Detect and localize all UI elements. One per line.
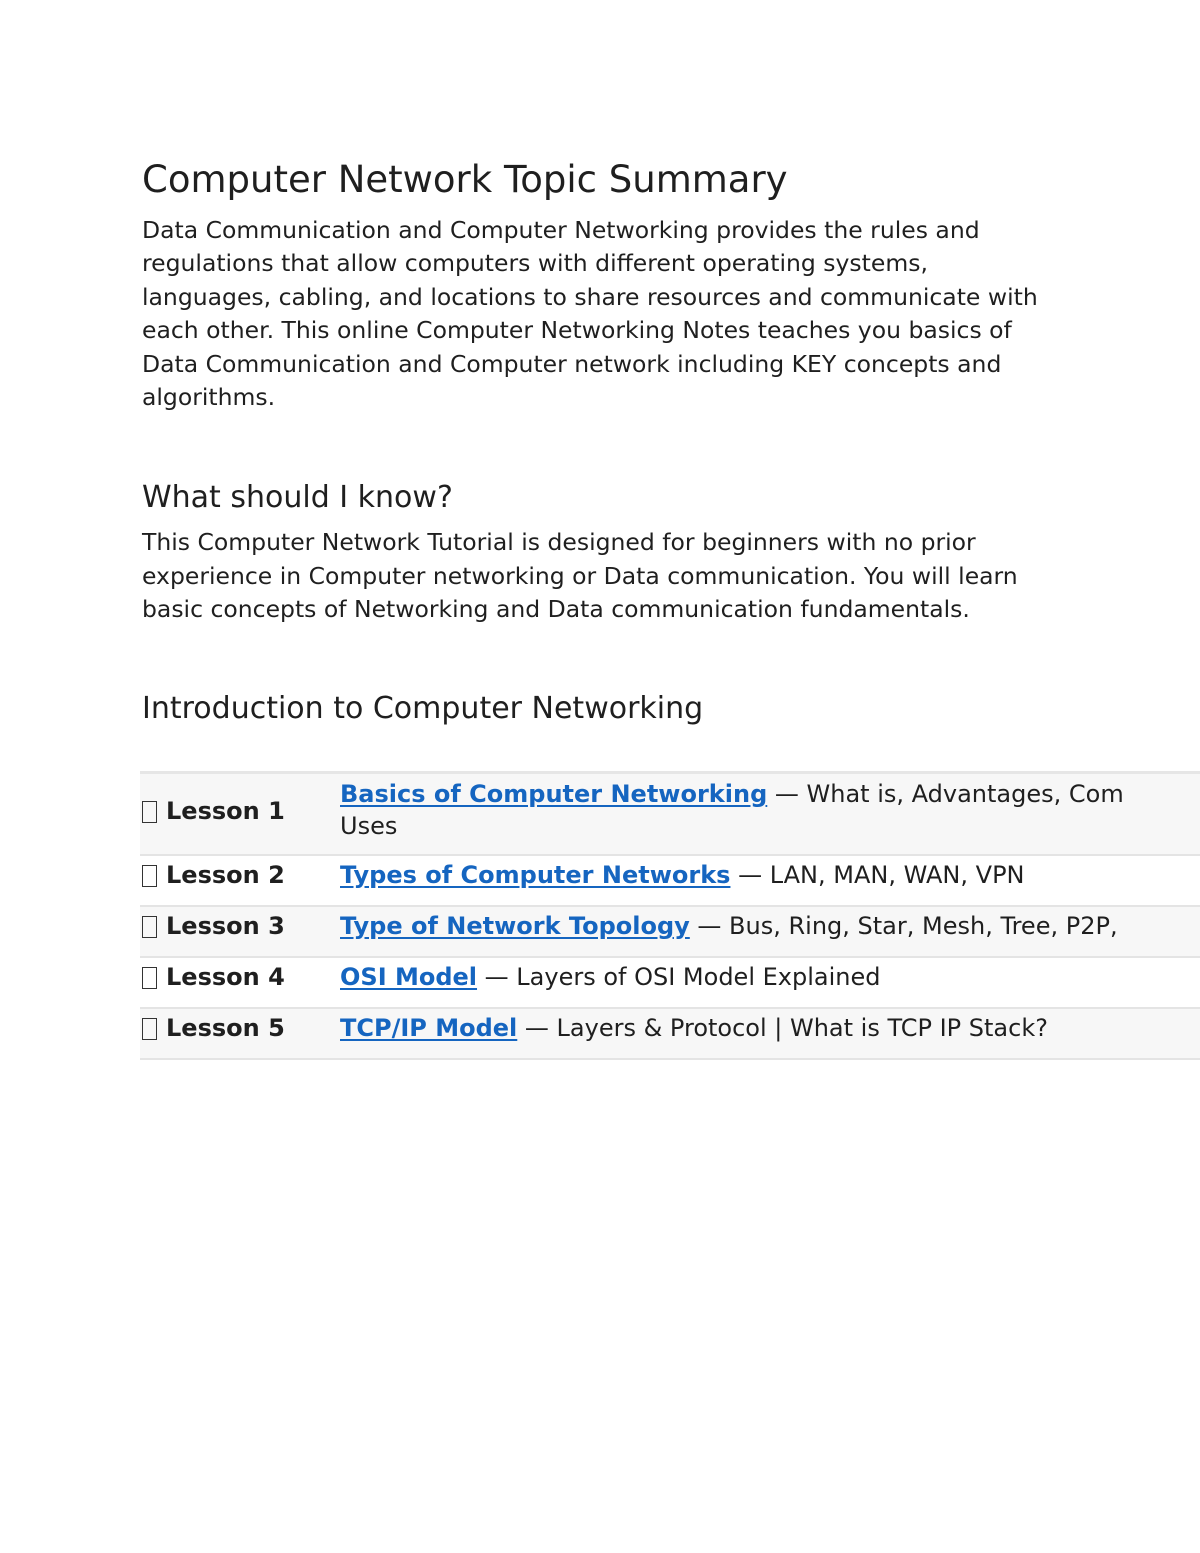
lesson-icon [142, 1018, 157, 1040]
lesson-description-line [340, 910, 1200, 942]
lesson-number-cell [140, 859, 340, 891]
lesson-number-cell [140, 1012, 340, 1044]
lesson-label: Lesson 4 [166, 963, 285, 991]
lesson-description-cell [340, 1012, 1200, 1044]
lesson-number-cell [140, 961, 340, 993]
lesson-description: — Layers of OSI Model Explained [477, 963, 881, 991]
lessons-table [140, 771, 1200, 1060]
lesson-number-cell [140, 778, 340, 827]
lesson-row-4 [140, 958, 1200, 1009]
lesson-row-5 [140, 1009, 1200, 1060]
lesson-description-line [340, 778, 1200, 810]
section-heading-what-should-i-know: What should I know? [142, 480, 453, 516]
lesson-description: — Layers & Protocol | What is TCP IP Stack? [517, 1014, 1048, 1042]
lesson-row-2 [140, 856, 1200, 907]
lesson-description: — LAN, MAN, WAN, VPN [730, 861, 1025, 889]
lesson-label: Lesson 2 [166, 861, 285, 889]
lesson-description-line [340, 961, 1200, 993]
lesson-number-cell [140, 910, 340, 942]
lesson-link-osi[interactable]: OSI Model [340, 963, 478, 991]
lesson-icon [142, 801, 157, 823]
lesson-icon [142, 967, 157, 989]
lesson-link-topology[interactable]: Type of Network Topology [340, 912, 690, 940]
lesson-description-cell [340, 778, 1200, 842]
lesson-description-line [340, 1012, 1200, 1044]
section-heading-introduction: Introduction to Computer Networking [142, 690, 704, 726]
lesson-description-cell [340, 859, 1200, 891]
lesson-description: — What is, Advantages, Com [767, 780, 1124, 808]
lesson-link-tcpip[interactable]: TCP/IP Model [340, 1014, 518, 1042]
lesson-link-types[interactable]: Types of Computer Networks [340, 861, 731, 889]
lesson-icon [142, 865, 157, 887]
lesson-description: — Bus, Ring, Star, Mesh, Tree, P2P, [689, 912, 1118, 940]
lesson-label: Lesson 1 [166, 797, 285, 825]
lesson-description-cell [340, 910, 1200, 942]
document-body [142, 150, 1200, 737]
lesson-label: Lesson 5 [166, 1014, 285, 1042]
lesson-row-3 [140, 907, 1200, 958]
lesson-description-line [340, 859, 1200, 891]
lesson-description-continuation: Uses [340, 812, 398, 840]
lesson-icon [142, 916, 157, 938]
section-paragraph-what-should-i-know: This Computer Network Tutorial is designed for beginners with no prior experience in Computer networking or Data communication. You will learn basic concepts of Networking and Data communication fundamentals. [142, 528, 1018, 624]
intro-paragraph: Data Communication and Computer Networking provides the rules and regulations that allow computers with different operating systems, languages, cabling, and locations to share resources and communicate with each other. This online Computer Networking Notes teaches you basics of Data Communication and Computer network including KEY concepts and algorithms. [142, 216, 1038, 412]
lesson-row-1 [140, 774, 1200, 856]
lesson-link-basics[interactable]: Basics of Computer Networking [340, 780, 768, 808]
lesson-description-cell [340, 961, 1200, 993]
page-title: Computer Network Topic Summary [142, 158, 788, 201]
lesson-label: Lesson 3 [166, 912, 285, 940]
